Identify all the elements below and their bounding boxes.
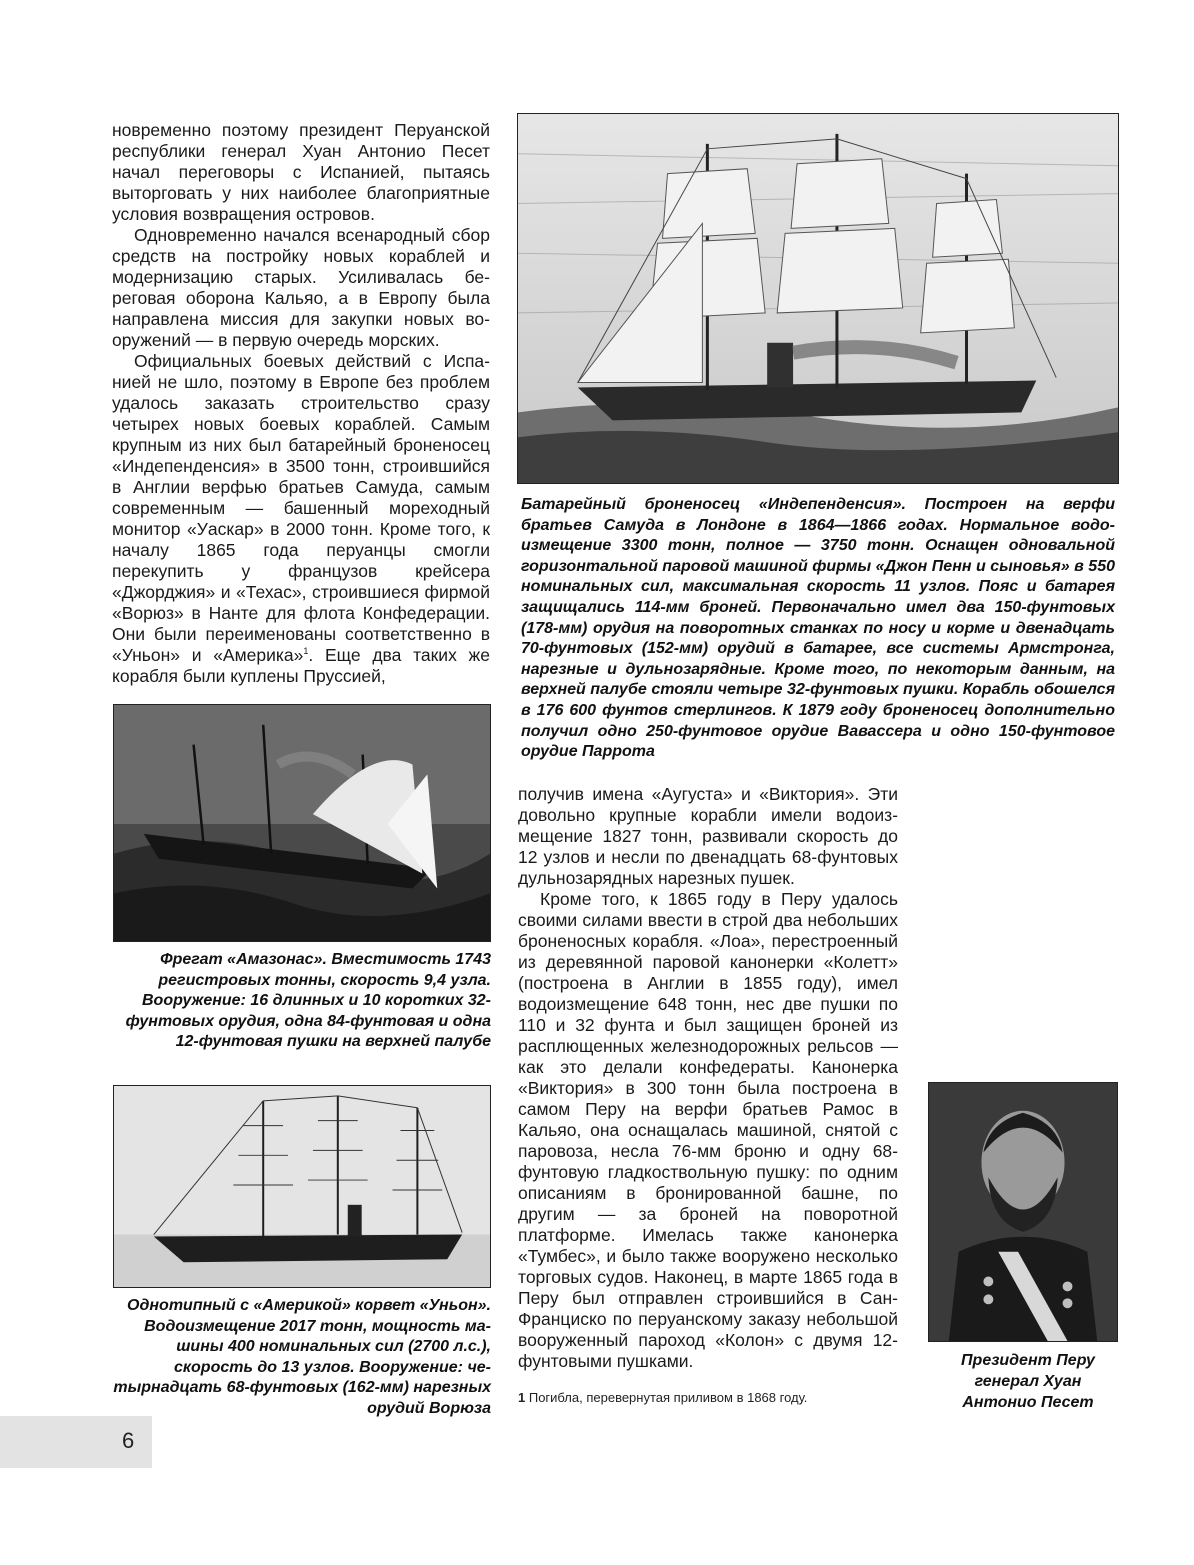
frigate-illustration xyxy=(114,705,490,941)
paragraph-4: получив имена «Аугуста» и «Виктория». Эти довольно крупные корабли имели водоизмещение 1827 тонн, развивали скорость до 12 узлов и несли по двенадцать 68-фунтовых дульнозарядных нарезных пушек. xyxy=(518,784,898,888)
corvette-illustration xyxy=(114,1086,490,1287)
union-corvette-photo xyxy=(113,1085,491,1288)
portrait-illustration xyxy=(929,1083,1117,1341)
peset-caption: Президент Перу генерал Хуан Антонио Песет xyxy=(961,1352,1095,1411)
footnote-number: 1 xyxy=(518,1390,526,1405)
amazonas-caption: Фрегат «Амазонас». Вместимость 1743 регистровых тонны, скорость 9,4 узла. Вооружение: 16 длинных и 10 коротких 32-фунтовых орудия, одна 84-фунтовая и одна 12-фунтовая пушки на верхней палубе xyxy=(125,951,491,1051)
paragraph-3-text: Официальных боевых действий с Испанией не шло, поэтому в Европе без проблем удалось заказать строительство сразу четырех новых боевых кораблей. Самым крупным из них был батарейный броненосец «Индепенденсия» в 3500 тонн, строившийся в Англии верфью братьев Самуда, самым современным — башенный мореходный монитор «Уаскар» в 2000 тонн. Кроме того, к началу 1865 года перуанцы смогли перекупить у французов крейсера «Джорджия» и «Техас», строившиеся фирмой «Ворюз» в Нанте для флота Конфедерации. Они были переименованы соответственно в «Уньон» и «Америка» xyxy=(112,351,490,665)
footnote-ref: 1 xyxy=(303,646,309,657)
independencia-caption: Батарейный броненосец «Индепенденсия». Построен на верфи братьев Самуда в Лондоне в 1864—1866 годах. Нормальное водоизмещение 3300 тонн, полное — 3750 тонн. Оснащен одновальной горизонтальной паровой машиной фирмы «Джон Пенн и сыновья» в 550 номинальных сил, максимальная скорость 11 узлов. Пояс и батарея защищались 114-мм броней. Первоначально имел два 150-фунтовых (178-мм) орудия на поворотных станках по носу и корме и двенадцать 70-фунтовых (152-мм) орудий в батарее, все системы Армстронга, нарезные и дульнозарядные. Кроме того, по некоторым данным, на верхней палубе стояли четыре 32-фунтовых пушки. Корабль обошелся в 176 600 фунтов стерлингов. К 1879 году броненосец дополнительно получил одно 250-фунтовое орудие Вавассера и одно 150-фунтовое орудие Паррота xyxy=(521,496,1115,761)
paragraph-3-tail: . Еще два таких же корабля были куплены Пруссией, xyxy=(112,645,490,686)
independencia-ship-photo xyxy=(517,113,1119,484)
paragraph-5: Кроме того, к 1865 году в Перу удалось своими силами ввести в строй два небольших броненосных корабля. «Лоа», перестроенный из деревянной паровой канонерки «Колетт» (построена в Англии в 1855 году), имел водоизмещение 648 тонн, нес две пушки по 110 и 32 фунта и был защищен броней из расплющенных железнодорожных рельсов — как это делали конфедераты. Канонерка «Виктория» в 300 тонн была построена в самом Перу на верфи братьев Рамос в Кальяо, она оснащалась машиной, снятой с паровоза, несла 76-мм броню и одну 68-фунтовую гладкоствольную пушку: по одним описаниям в бронированной башне, по другим — за броней на поворотной платформе. Имелась также канонерка «Тумбес», и было также вооружено несколько торговых судов. Наконец, в марте 1865 года в Перу был отправлен строившийся в Сан-Франциско по перуанскому заказу небольшой вооруженный пароход «Колон» с двумя 12-фунтовыми пушками. xyxy=(518,889,898,1371)
footnote-text: Погибла, перевернутая приливом в 1868 году. xyxy=(528,1390,808,1405)
paragraph-3 xyxy=(112,351,490,687)
page-number: 6 xyxy=(122,1428,135,1453)
ironclad-illustration xyxy=(518,114,1118,483)
paragraph-2: Одновременно начался всенародный сбор средств на постройку новых кораблей и модернизацию старых. Усиливалась береговая оборона Кальяо, а в Европу была направлена миссия для закупки новых вооружений — в первую очередь морских. xyxy=(112,225,490,350)
union-caption: Однотипный с «Америкой» корвет «Уньон». Водоизмещение 2017 тонн, мощность машины 400 номинальных сил (2700 л.с.), скорость до 13 узлов. Вооружение: четырнадцать 68-фунтовых (162-мм) нарезных орудий Ворюза xyxy=(113,1297,491,1417)
peset-portrait-photo xyxy=(928,1082,1118,1342)
amazonas-frigate-photo xyxy=(113,704,491,942)
footnote xyxy=(518,1390,898,1406)
paragraph-1: новременно поэтому президент Перуанской республики генерал Хуан Антонио Песет начал переговоры с Испанией, пытаясь выторговать у них наиболее благоприятные условия возвращения островов. xyxy=(112,120,490,224)
